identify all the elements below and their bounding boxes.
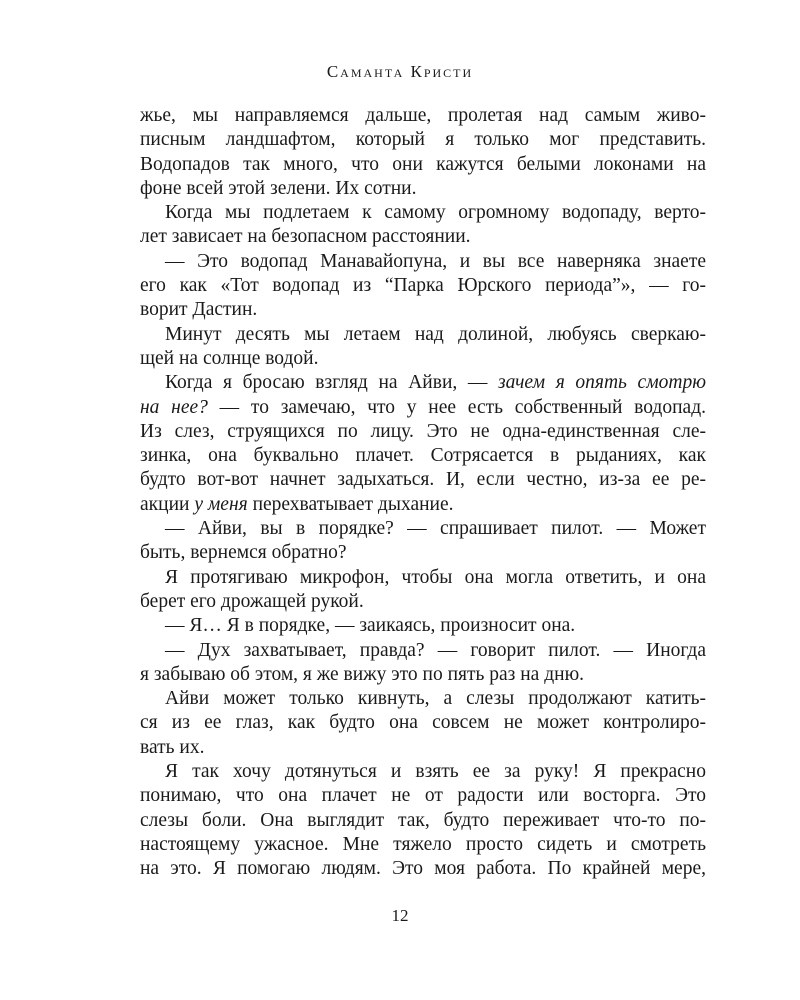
text-line: лет зависает на безопасном расстоянии.	[140, 226, 471, 248]
text-line: вать их.	[140, 736, 205, 758]
running-head: Саманта Кристи	[326, 62, 474, 81]
text-run: Когда я бросаю взгляд на Айви, —	[165, 372, 499, 394]
text-line: зинка, она буквально плачет. Сотрясается в рыданиях, как	[140, 445, 706, 467]
text-line: будто вот-вот начнет задыхаться. И, если честно, из-за ее ре-	[140, 469, 706, 491]
text-line: настоящему ужасное. Мне тяжело просто сидеть и смотреть	[140, 833, 706, 855]
text-line: понимаю, что она плачет не от радости или восторга. Это	[140, 785, 706, 807]
italic-run: на нее?	[140, 396, 208, 418]
text-line: Айви может только кивнуть, а слезы продолжают катить-	[165, 688, 706, 710]
text-line: — Дух захватывает, правда? — говорит пилот. — Иногда	[165, 639, 706, 661]
text-line: его как «Тот водопад из “Парка Юрского периода”», — го-	[140, 275, 706, 297]
text-line: — Айви, вы в порядке? — спрашивает пилот. — Может	[165, 518, 706, 540]
text-run: акции	[140, 493, 195, 515]
text-line: берет его дрожащей рукой.	[140, 590, 364, 612]
page-number: 12	[391, 906, 409, 925]
text-line: ворит Дастин.	[140, 299, 258, 321]
text-line: — Я… Я в порядке, — заикаясь, произносит она.	[165, 615, 576, 637]
text-line: фоне всей этой зелени. Их сотни.	[140, 177, 417, 199]
text-line: слезы боли. Она выглядит так, будто переживает что-то по-	[140, 809, 706, 831]
text-line	[140, 493, 706, 517]
text-line: Водопадов так много, что они кажутся белыми локонами на	[140, 153, 706, 175]
italic-run: зачем я опять смотрю	[498, 372, 706, 394]
text-run: перехватывает дыхание.	[247, 493, 454, 515]
text-line: Из слез, струящихся по лицу. Это не одна-единственная сле-	[140, 420, 706, 442]
text-run: — то замечаю, что у нее есть собственный водопад.	[207, 396, 706, 418]
text-line: я забываю об этом, я же вижу это по пять раз на дню.	[140, 663, 585, 685]
body-text	[140, 104, 706, 882]
text-line: щей на солнце водой.	[140, 347, 319, 369]
italic-run: у меня	[194, 493, 248, 515]
text-line	[140, 396, 706, 420]
text-line: Я так хочу дотянуться и взять ее за руку! Я прекрасно	[165, 761, 706, 783]
text-line: быть, вернемся обратно?	[140, 542, 347, 564]
text-line: Я протягиваю микрофон, чтобы она могла ответить, и она	[165, 566, 706, 588]
text-line: ся из ее глаз, как будто она совсем не может контролиро-	[140, 712, 706, 734]
text-line: жье, мы направляемся дальше, пролетая над самым живо-	[140, 105, 706, 126]
text-line: на это. Я помогаю людям. Это моя работа. По крайней мере,	[140, 858, 706, 880]
text-line: — Это водопад Манавайопуна, и вы все наверняка знаете	[165, 250, 706, 272]
text-line	[140, 371, 706, 395]
text-line: Минут десять мы летаем над долиной, любуясь сверкаю-	[165, 323, 706, 345]
text-line: писным ландшафтом, который я только мог представить.	[140, 129, 706, 151]
text-line: Когда мы подлетаем к самому огромному водопаду, верто-	[165, 202, 706, 224]
